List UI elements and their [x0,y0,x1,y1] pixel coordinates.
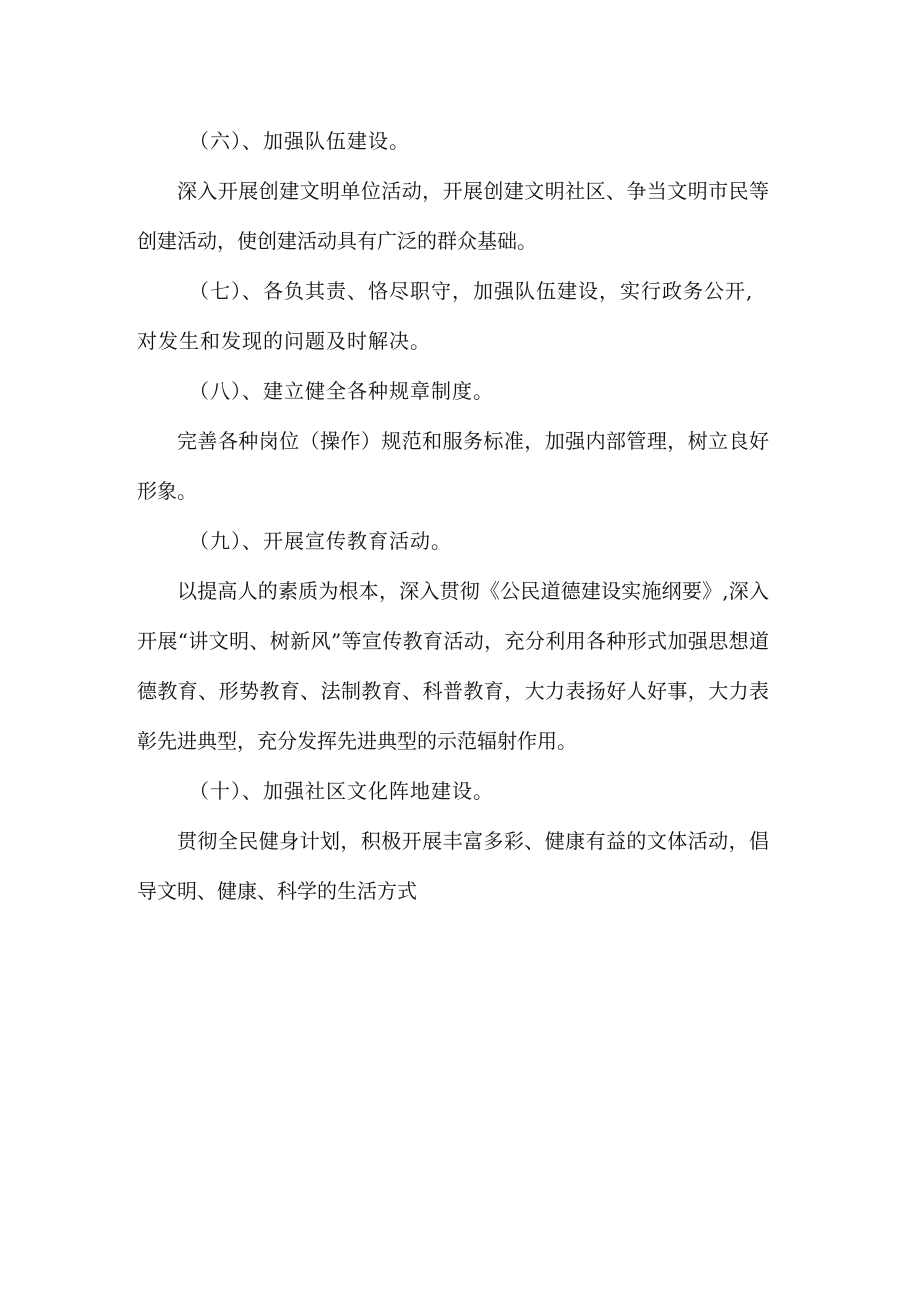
section-heading-7: （七）、各负其责、恪尽职守，加强队伍建设，实行政务公开,对发生和发现的问题及时解决。 [137,279,754,353]
section-body-9: 以提高人的素质为根本，深入贯彻《公民道德建设实施纲要》,深入开展“讲文明、树新风”等宣传教育活动，充分利用各种形式加强思想道德教育、形势教育、法制教育、科普教育，大力表扬好人好事，大力表彰先进典型，充分发挥先进典型的示范辐射作用。 [137,579,769,753]
section-heading-10: （十）、加强社区文化阵地建设。 [189,779,494,803]
section-body-6: 深入开展创建文明单位活动，开展创建文明社区、争当文明市民等创建活动，使创建活动具有广泛的群众基础。 [137,179,769,253]
section-body-8: 完善各种岗位（操作）规范和服务标准，加强内部管理，树立良好形象。 [137,429,769,503]
section-heading-6: （六）、加强队伍建设。 [189,129,410,153]
section-body-10: 贯彻全民健身计划，积极开展丰富多彩、健康有益的文体活动，倡导文明、健康、科学的生活方式 [137,829,769,903]
document-body [137,116,769,916]
section-heading-9: （九）、开展宣传教育活动。 [189,529,452,553]
section-heading-8: （八）、建立健全各种规章制度。 [189,379,494,403]
